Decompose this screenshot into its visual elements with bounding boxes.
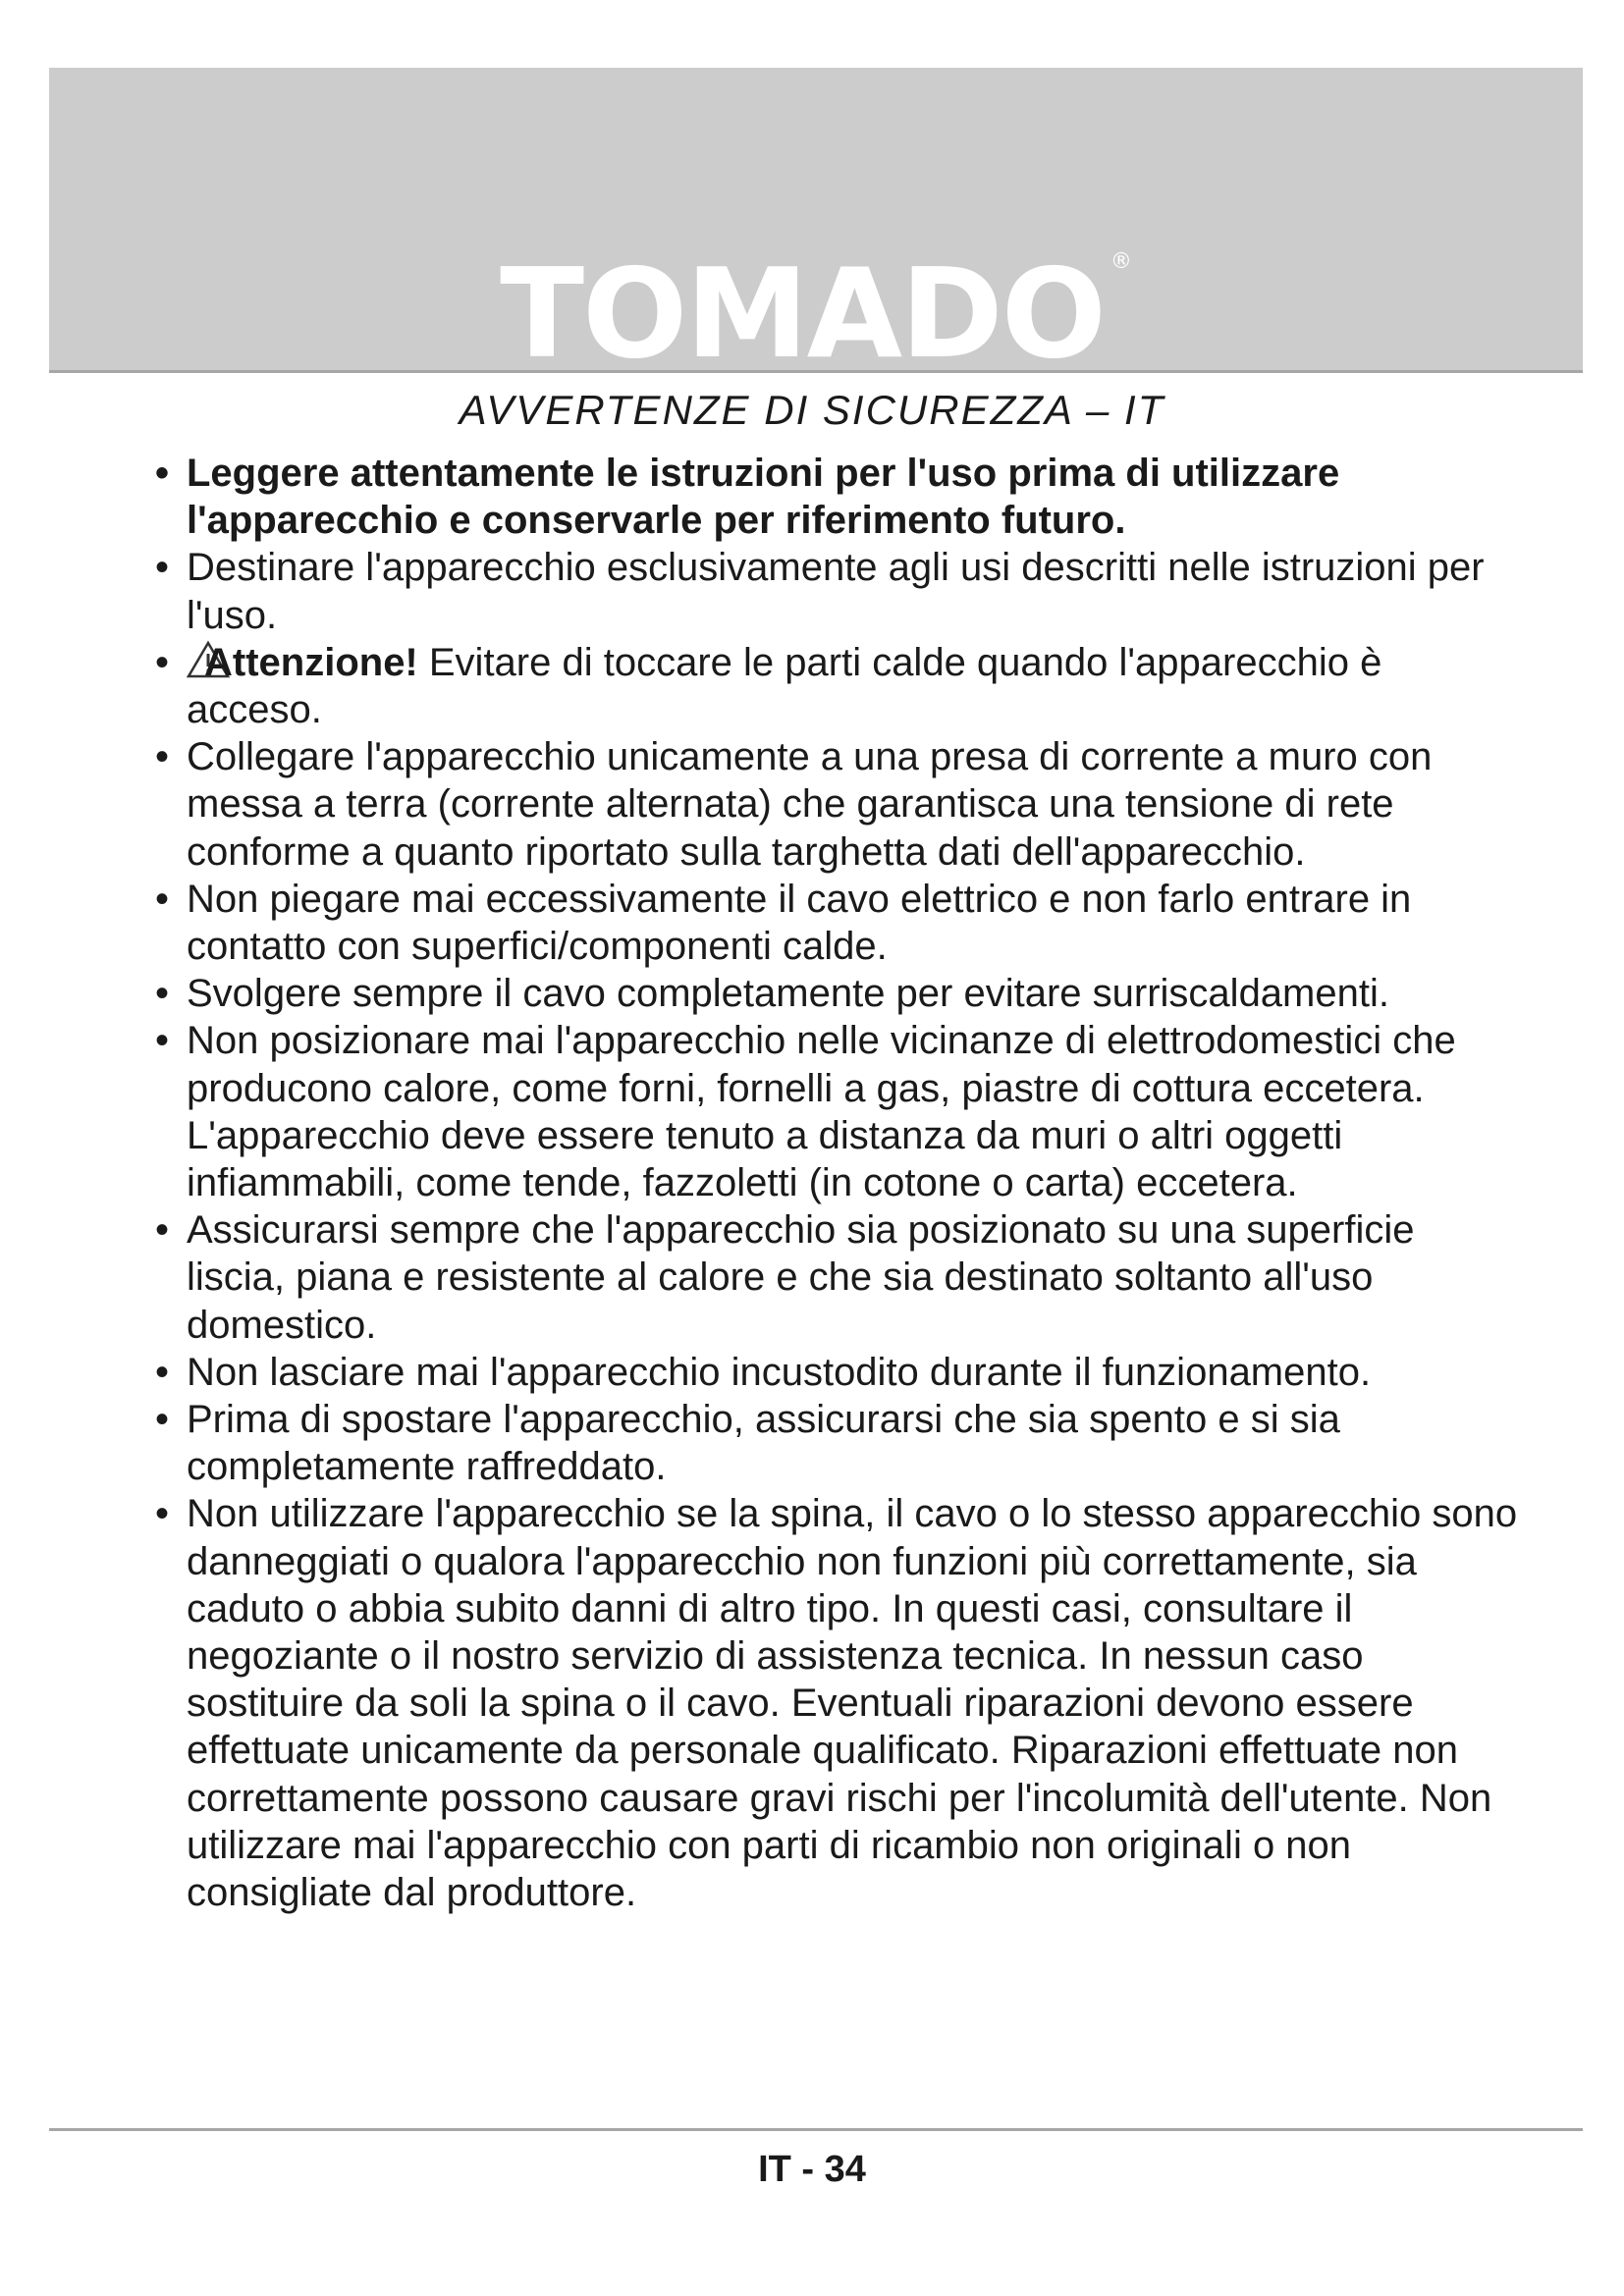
- warning-item: • Non posizionare mai l'apparecchio nelle vicinanze di elettrodomestici che producono calore, come forni, fornelli a gas, piastre di cottura eccetera. L'apparecchio deve essere tenuto a distanza da muri o altri oggetti infiammabili, come tende, fazzoletti (in cotone o carta) eccetera.: [157, 1017, 1522, 1206]
- brand-name: TOMADO: [500, 241, 1105, 386]
- warning-item: • Non lasciare mai l'apparecchio incustodito durante il funzionamento.: [157, 1349, 1522, 1396]
- warning-item: • Non utilizzare l'apparecchio se la spina, il cavo o lo stesso apparecchio sono danneggiati o qualora l'apparecchio non funzioni più correttamente, sia caduto o abbia subito danni di altro tipo. In questi casi, consultare il negoziante o il nostro servizio di assistenza tecnica. In nessun caso sostituire da soli la spina o il cavo. Eventuali riparazioni devono essere effettuate unicamente da personale qualificato. Riparazioni effettuate non correttamente possono causare gravi rischi per l'incolumità dell'utente. Non utilizzare mai l'apparecchio con parti di ricambio non originali o non consigliate dal produttore.: [157, 1490, 1522, 1916]
- section-title: AVVERTENZE DI SICUREZZA – IT: [459, 387, 1165, 433]
- footer-divider: [49, 2128, 1583, 2131]
- warning-item: • Collegare l'apparecchio unicamente a una presa di corrente a muro con messa a terra (corrente alternata) che garantisca una tensione di rete conforme a quanto riportato sulla targhetta dati dell'apparecchio.: [157, 733, 1522, 876]
- warning-item: • Leggere attentamente le istruzioni per l'uso prima di utilizzare l'apparecchio e conservarle per riferimento futuro.: [157, 450, 1522, 544]
- brand-logo: [49, 198, 1583, 386]
- page-number: IT - 34: [758, 2149, 866, 2190]
- warning-item: [157, 639, 1522, 733]
- safety-warnings-list: [157, 450, 1522, 1916]
- warning-item: • Destinare l'apparecchio esclusivamente agli usi descritti nelle istruzioni per l'uso.: [157, 544, 1522, 638]
- registered-mark: ®: [1110, 249, 1132, 274]
- warning-item: • Non piegare mai eccessivamente il cavo elettrico e non farlo entrare in contatto con superfici/componenti calde.: [157, 876, 1522, 970]
- header-band: [49, 68, 1583, 386]
- warning-item: • Svolgere sempre il cavo completamente per evitare surriscaldamenti.: [157, 970, 1522, 1017]
- warning-label: Attenzione!: [204, 640, 418, 684]
- warning-item: • Assicurarsi sempre che l'apparecchio sia posizionato su una superficie liscia, piana e resistente al calore e che sia destinato soltanto all'uso domestico.: [157, 1206, 1522, 1349]
- warning-item: • Prima di spostare l'apparecchio, assicurarsi che sia spento e si sia completamente raffreddato.: [157, 1396, 1522, 1490]
- warning-text: Evitare di toccare le parti calde quando l'apparecchio è acceso.: [187, 640, 1382, 732]
